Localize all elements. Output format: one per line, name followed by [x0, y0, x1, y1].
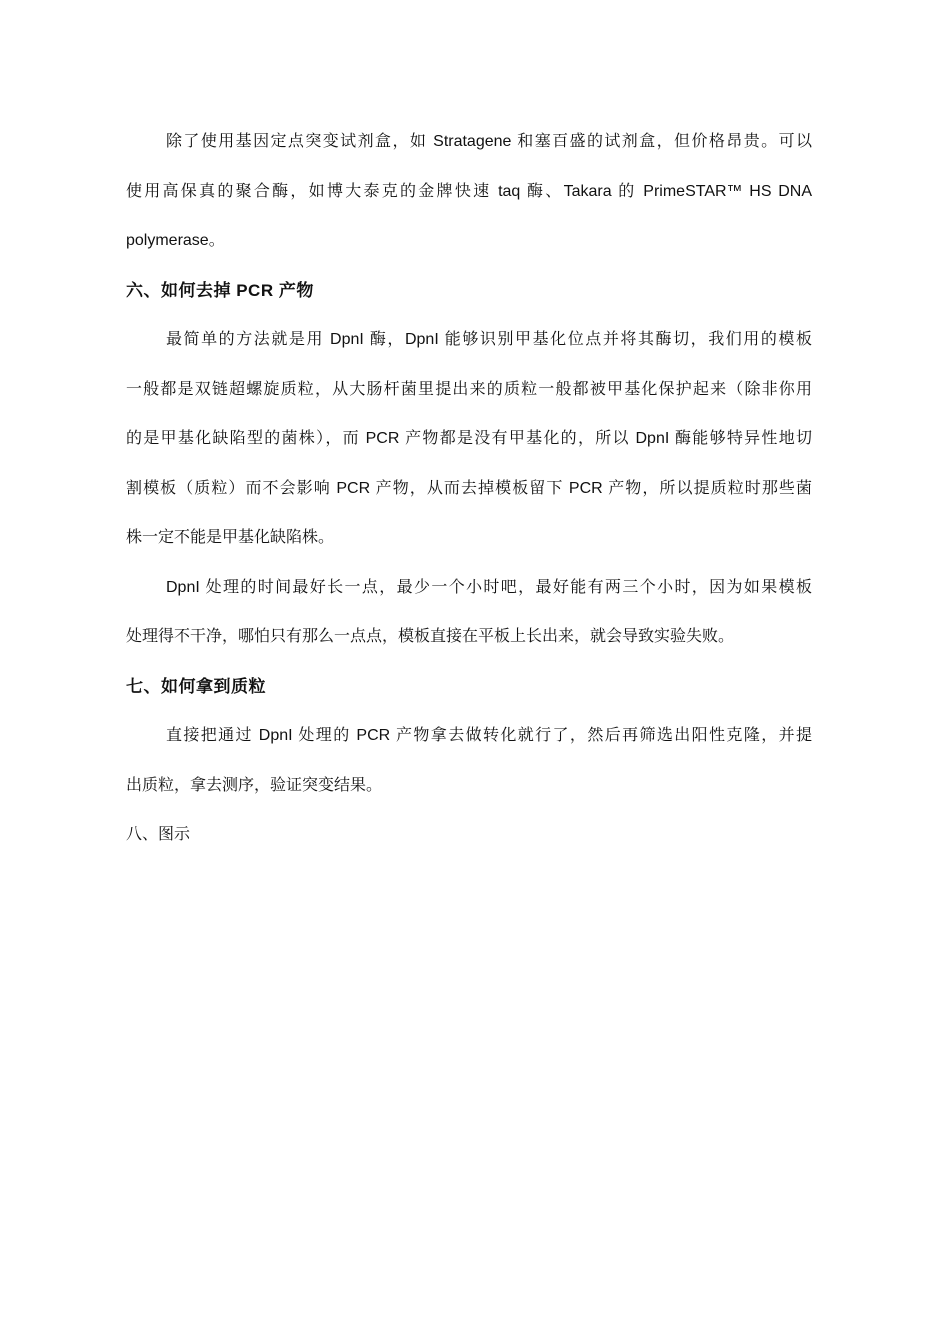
paragraph-line: 的是甲基化缺陷型的菌株），而 PCR 产物都是没有甲基化的，所以 DpnI 酶能够特异性地切: [126, 430, 812, 447]
heading-section-6: 六、如何去掉 PCR 产物: [126, 280, 314, 300]
document-content: [126, 117, 812, 860]
heading-section-7: 七、如何拿到质粒: [126, 676, 266, 696]
heading-section-8: 八、图示: [126, 826, 191, 843]
paragraph-line: 最简单的方法就是用 DpnI 酶，DpnI 能够识别甲基化位点并将其酶切，我们用的模板: [166, 331, 812, 348]
paragraph-kits: [126, 117, 812, 266]
paragraph-line: 一般都是双链超螺旋质粒，从大肠杆菌里提出来的质粒一般都被甲基化保护起来（除非你用: [126, 380, 812, 398]
paragraph-dpni-time: [126, 563, 812, 662]
paragraph-line: DpnI 处理的时间最好长一点，最少一个小时吧，最好能有两三个小时，因为如果模板: [166, 578, 812, 596]
paragraph-line: 出质粒，拿去测序，验证突变结果。: [126, 776, 383, 794]
paragraph-dpni-digest: [126, 315, 812, 563]
paragraph-line: 使用高保真的聚合酶，如博大泰克的金牌快速 taq 酶、Takara 的 PrimeSTAR™ HS DNA: [126, 182, 812, 200]
paragraph-line: 直接把通过 DpnI 处理的 PCR 产物拿去做转化就行了，然后再筛选出阳性克隆，并提: [166, 727, 812, 744]
paragraph-line: 处理得不干净，哪怕只有那么一点点，模板直接在平板上长出来，就会导致实验失败。: [126, 628, 735, 645]
paragraph-transformation: [126, 711, 812, 810]
paragraph-line: 割模板（质粒）而不会影响 PCR 产物，从而去掉模板留下 PCR 产物，所以提质粒时那些菌: [126, 479, 812, 497]
paragraph-line: polymerase。: [126, 232, 225, 249]
paragraph-line: 除了使用基因定点突变试剂盒，如 Stratagene 和塞百盛的试剂盒，但价格昂贵。可以: [166, 133, 812, 150]
paragraph-line: 株一定不能是甲基化缺陷株。: [126, 529, 335, 546]
